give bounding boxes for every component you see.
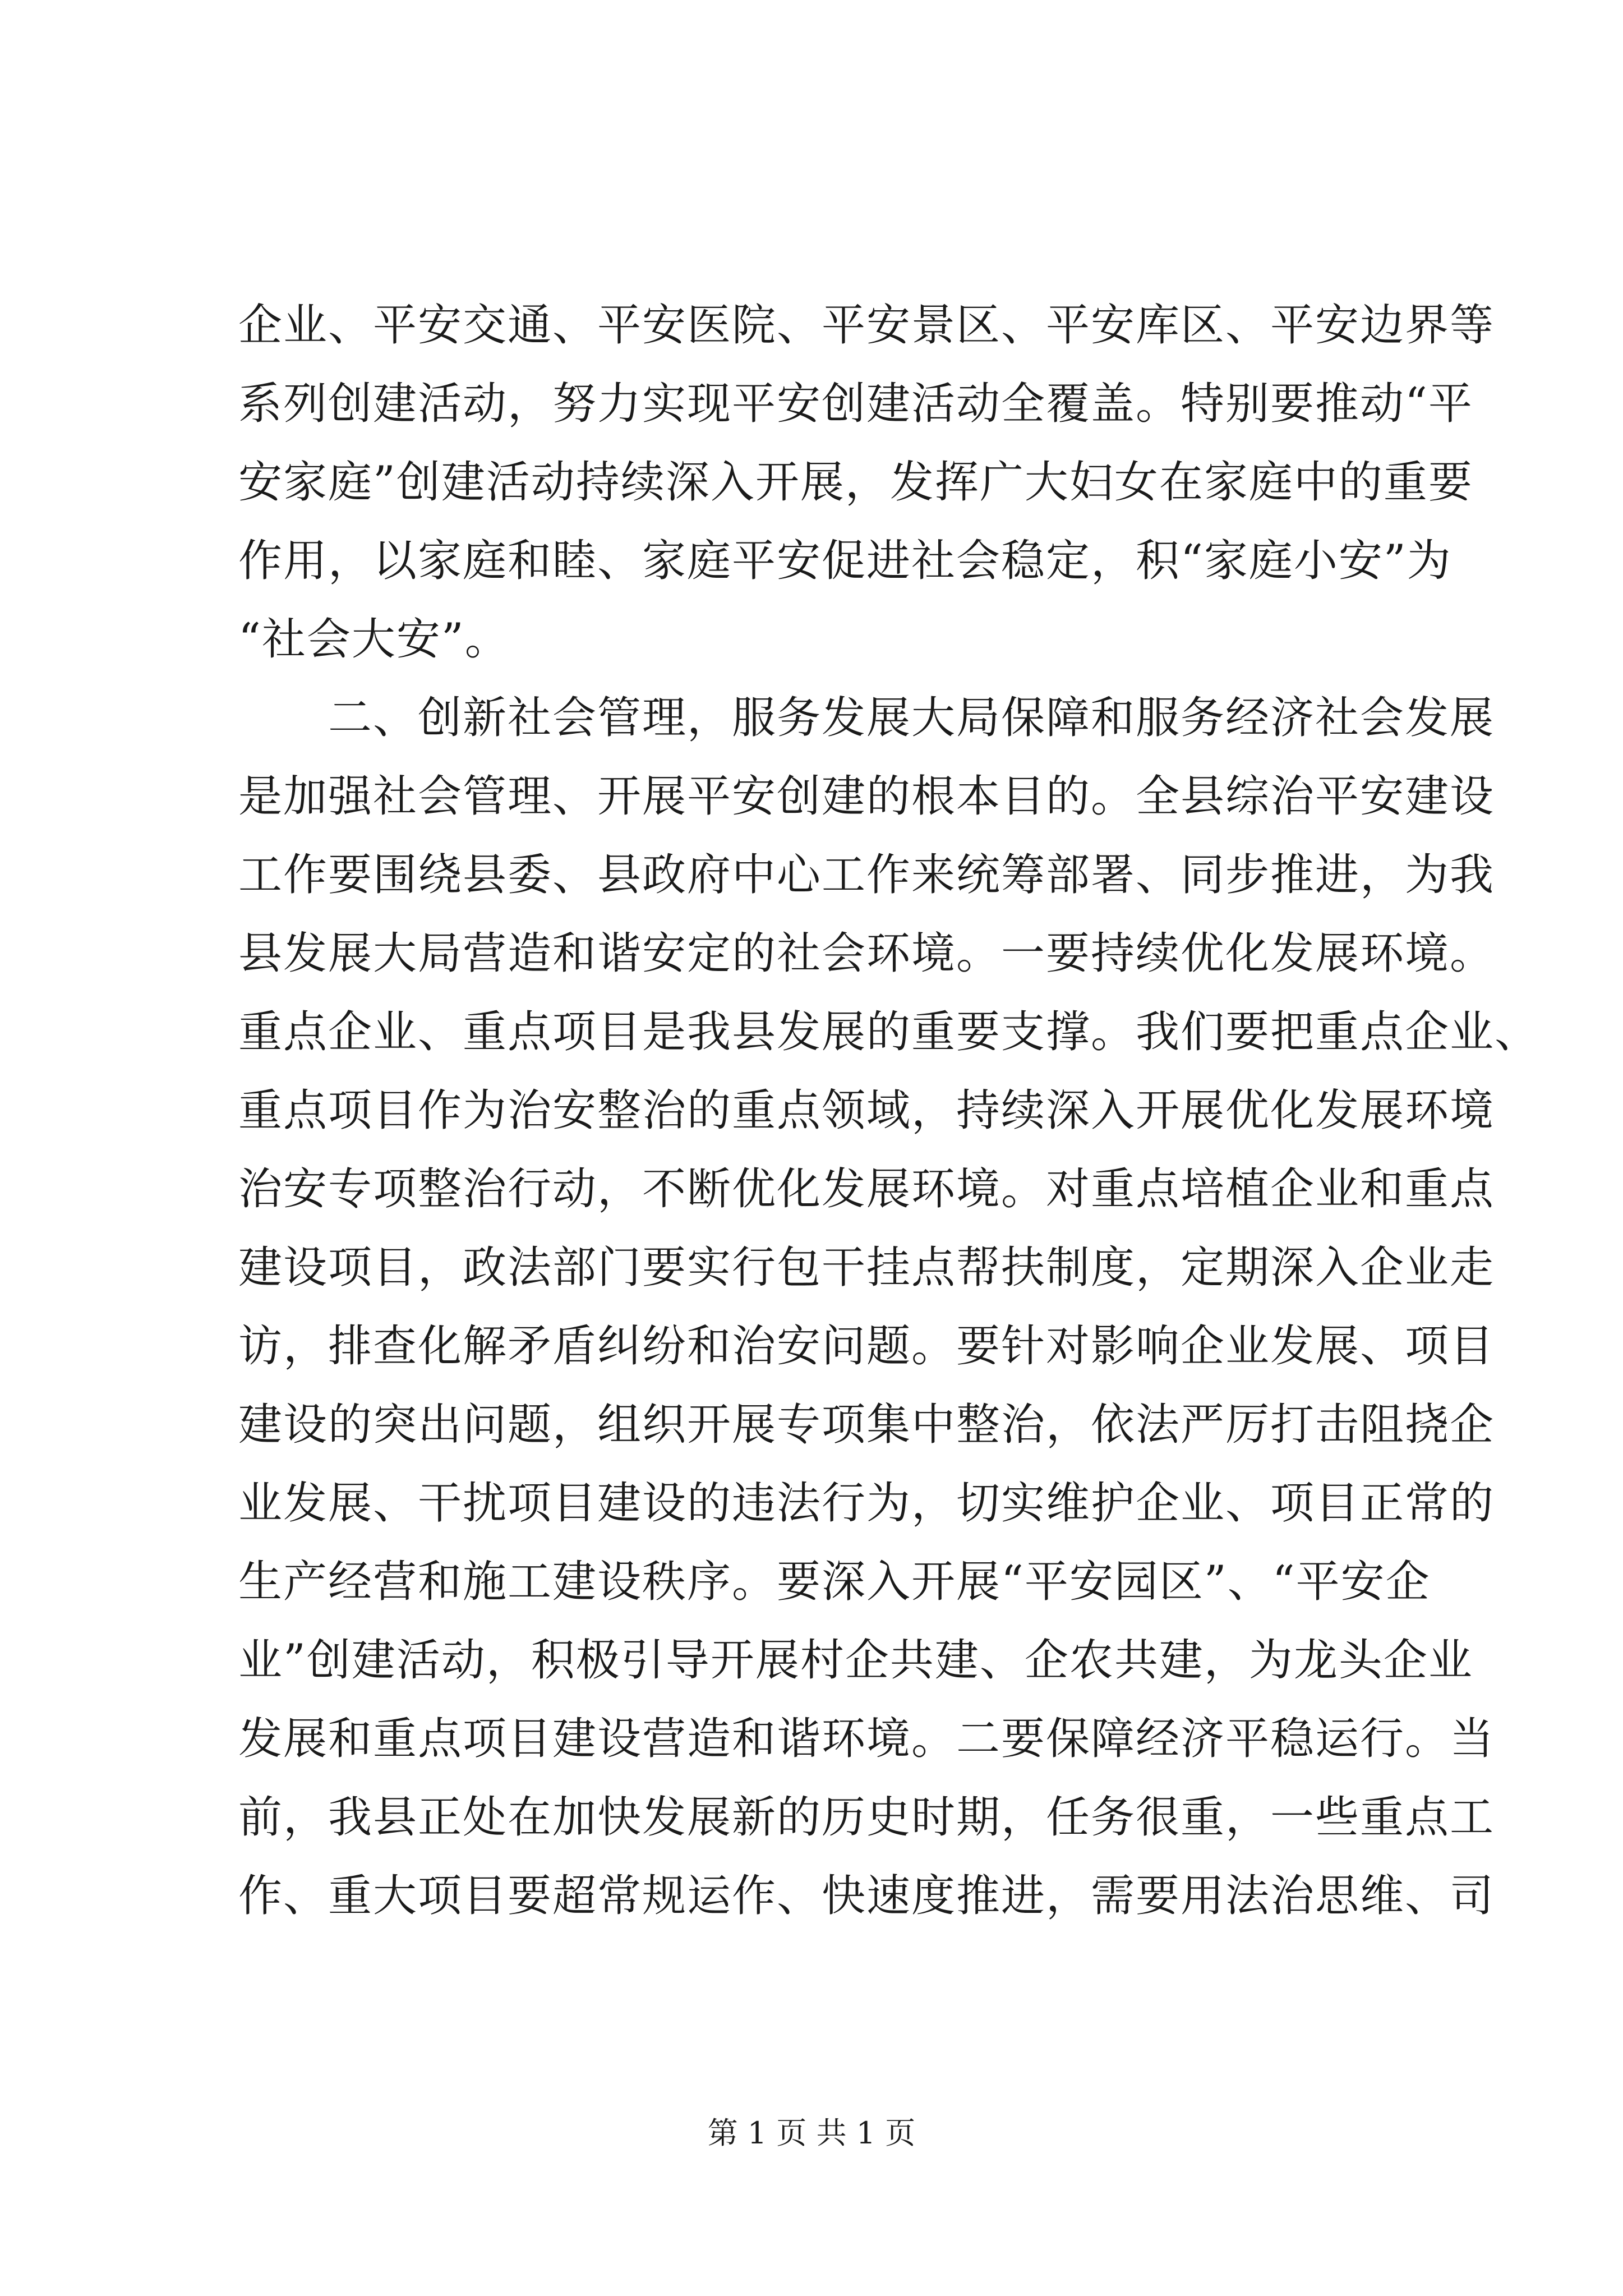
text-line: 县发展大局营造和谐安定的社会环境。一要持续优化发展环境。 <box>238 928 1495 979</box>
body-text <box>238 286 1540 1935</box>
text-line: 作、重大项目要超常规运作、快速度推进，需要用法治思维、司 <box>238 1871 1495 1921</box>
text-line: 生产经营和施工建设秩序。要深入开展“平安园区”、“平安企 <box>238 1557 1431 1607</box>
text-line: 企业、平安交通、平安医院、平安景区、平安库区、平安边界等 <box>238 300 1495 351</box>
text-line: 安家庭”创建活动持续深入开展，发挥广大妇女在家庭中的重要 <box>238 457 1473 508</box>
text-line: “社会大安”。 <box>238 614 510 665</box>
page-footer: 第 1 页 共 1 页 <box>707 2115 916 2151</box>
text-line: 建设项目，政法部门要实行包干挂点帮扶制度，定期深入企业走 <box>238 1243 1495 1293</box>
text-line: 重点项目作为治安整治的重点领域，持续深入开展优化发展环境 <box>238 1085 1495 1136</box>
text-line: 是加强社会管理、开展平安创建的根本目的。全县综治平安建设 <box>238 771 1495 822</box>
text-line: 二、创新社会管理，服务发展大局保障和服务经济社会发展 <box>238 693 1495 743</box>
text-line: 工作要围绕县委、县政府中心工作来统筹部署、同步推进，为我 <box>238 850 1495 900</box>
text-line: 访，排查化解矛盾纠纷和治安问题。要针对影响企业发展、项目 <box>238 1321 1495 1372</box>
text-line: 业”创建活动，积极引导开展村企共建、企农共建，为龙头企业 <box>238 1635 1473 1686</box>
text-line: 建设的突出问题，组织开展专项集中整治，依法严厉打击阻挠企 <box>238 1400 1495 1450</box>
text-line: 系列创建活动，努力实现平安创建活动全覆盖。特别要推动“平 <box>238 379 1473 429</box>
text-line: 治安专项整治行动，不断优化发展环境。对重点培植企业和重点 <box>238 1164 1495 1214</box>
text-line: 前，我县正处在加快发展新的历史时期，任务很重，一些重点工 <box>238 1792 1495 1843</box>
text-line: 业发展、干扰项目建设的违法行为，切实维护企业、项目正常的 <box>238 1478 1495 1529</box>
text-line: 重点企业、重点项目是我县发展的重要支撑。我们要把重点企业、 <box>238 1007 1540 1057</box>
text-line: 作用，以家庭和睦、家庭平安促进社会稳定，积“家庭小安”为 <box>238 536 1452 586</box>
text-line: 发展和重点项目建设营造和谐环境。二要保障经济平稳运行。当 <box>238 1714 1495 1764</box>
